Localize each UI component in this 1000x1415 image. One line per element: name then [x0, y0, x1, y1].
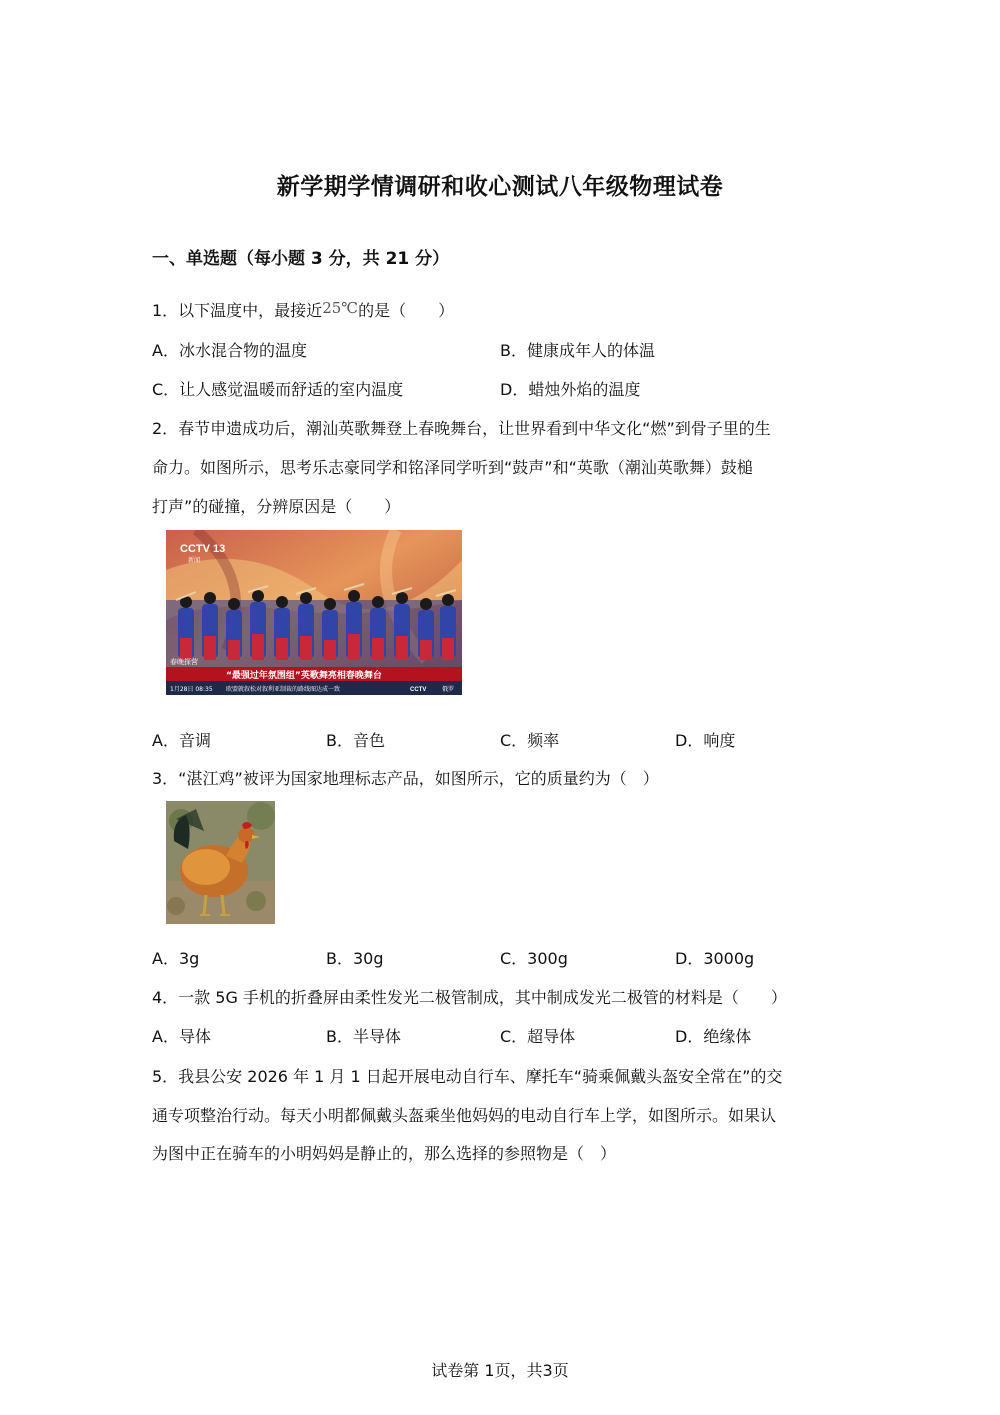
question-2-option-d: D．响度	[675, 731, 736, 750]
section-heading: 一、单选题（每小题 3 分，共 21 分）	[152, 249, 450, 269]
page-footer: 试卷第 1页，共3页	[431, 1361, 569, 1380]
question-4-option-a: A．导体	[152, 1027, 211, 1046]
question-3-option-b: B．30g	[326, 949, 384, 968]
question-4-stem: 4．一款 5G 手机的折叠屏由柔性发光二极管制成，其中制成发光二极管的材料是（ ）	[152, 988, 787, 1007]
ticker-text: 欧盟就叙松对叙利亚制裁的路线图达成一致	[226, 686, 341, 693]
question-2-line-1: 2．春节申遗成功后，潮汕英歌舞登上春晚舞台，让世界看到中华文化“燃”到骨子里的生	[152, 419, 771, 438]
zhanjiang-chicken-photo	[166, 801, 275, 924]
question-1-option-d: D．蜡烛外焰的温度	[500, 380, 641, 399]
question-1-option-b: B．健康成年人的体温	[500, 341, 655, 360]
question-1-stem-part2: 的是（ ）	[358, 301, 455, 320]
yingge-dance-photo	[166, 530, 462, 695]
question-4-option-c: C．超导体	[500, 1027, 576, 1046]
question-2-line-2: 命力。如图所示，思考乐志豪同学和铭泽同学听到“鼓声”和“英歌（潮汕英歌舞）鼓槌	[152, 458, 753, 477]
question-1-option-a: A．冰水混合物的温度	[152, 341, 307, 360]
question-2-option-b: B．音色	[326, 731, 385, 750]
ticker-time: 1月28日 08:35	[170, 686, 213, 693]
question-3-option-a: A．3g	[152, 949, 200, 968]
question-2-option-a: A．音调	[152, 731, 211, 750]
question-5-line-3: 为图中正在骑车的小明妈妈是静止的，那么选择的参照物是（ ）	[152, 1144, 617, 1163]
cctv-logo-sub: 新闻	[188, 557, 201, 564]
news-headline: “最强过年氛围组”英歌舞亮相春晚舞台	[226, 671, 382, 681]
question-3-option-c: C．300g	[500, 949, 568, 968]
question-4-option-d: D．绝缘体	[675, 1027, 752, 1046]
question-2-option-c: C．频率	[500, 731, 560, 750]
exam-title: 新学期学情调研和收心测试八年级物理试卷	[276, 174, 724, 200]
question-1-option-c: C．让人感觉温暖而舒适的室内温度	[152, 380, 404, 399]
cctv-logo: CCTV 13	[180, 543, 226, 555]
question-5-line-2: 通专项整治行动。每天小明都佩戴头盔乘坐他妈妈的电动自行车上学，如图所示。如果认	[152, 1106, 777, 1125]
ticker-end: 俄罗	[442, 686, 455, 693]
question-2-line-3: 打声”的碰撞，分辨原因是（ ）	[152, 497, 401, 516]
question-3-stem: 3．“湛江鸡”被评为国家地理标志产品，如图所示，它的质量约为（ ）	[152, 769, 659, 788]
news-tag: 春晚探营	[170, 658, 198, 666]
ticker-logo: CCTV	[410, 687, 427, 693]
question-4-option-b: B．半导体	[326, 1027, 401, 1046]
question-3-option-d: D．3000g	[675, 949, 755, 968]
question-1-temperature: 25℃	[322, 299, 359, 317]
question-5-line-1: 5．我县公安 2026 年 1 月 1 日起开展电动自行车、摩托车“骑乘佩戴头盔安全常在”的交	[152, 1067, 783, 1086]
question-1-stem	[152, 298, 454, 321]
question-1-stem-part1: 1．以下温度中，最接近	[152, 301, 323, 320]
